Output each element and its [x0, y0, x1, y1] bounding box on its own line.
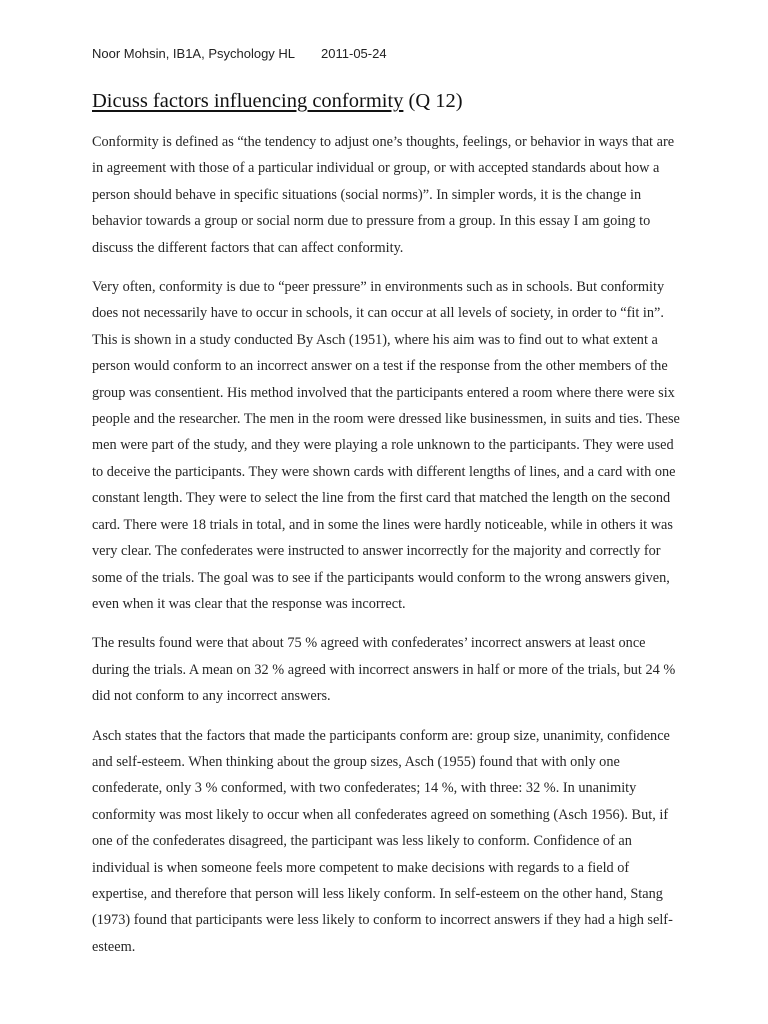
paragraph-4: Asch states that the factors that made the participants conform are: group size, unanimity, confidence and self-esteem. When thinking about the group sizes, Asch (1955) found that with only one confederate, only 3 % conformed, with two confederates; 14 %, with three: 32 %. In unanimity conformity was most likely to occur when all confederates agreed on something (Asch 1956). But, if one of the confederates disagreed, the participant was less likely to conform. Confidence of an individual is when someone feels more competent to make decisions with regards to a field of expertise, and therefore that person will less likely conform. In self-esteem on the other hand, Stang (1973) found that participants were less likely to conform to incorrect answers if they had a high self-esteem.: [92, 727, 673, 955]
paragraph-3: The results found were that about 75 % agreed with confederates’ incorrect answers at least once during the trials. A mean on 32 % agreed with incorrect answers in half or more of the trials, but 24 % did not conform to any incorrect answers.: [92, 635, 676, 705]
paragraph-2: Very often, conformity is due to “peer pressure” in environments such as in schools. But conformity does not necessarily have to occur in schools, it can occur at all levels of society, in order to “fit in”. This is shown in a study conducted By Asch (1951), where his aim was to find out to what extent a person would conform to an incorrect answer on a test if the response from the other members of the group was consentient. His method involved that the participants entered a room where there were six people and the researcher. The men in the room were dressed like businessmen, in suits and ties. These men were part of the study, and they were playing a role unknown to the participants. They were used to deceive the participants. They were shown cards with different lengths of lines, and a card with one constant length. They were to select the line from the first card that matched the length on the second card. There were 18 trials in total, and in some the lines were hardly noticeable, while in others it was very clear. The confederates were instructed to answer incorrectly for the majority and correctly for some of the trials. The goal was to see if the participants would conform to the wrong answers given, even when it was clear that the response was incorrect.: [92, 279, 680, 612]
paragraph-1: Conformity is defined as “the tendency to adjust one’s thoughts, feelings, or behavior in ways that are in agreement with those of a particular individual or group, or with accepted standards about how a person should behave in specific situations (social norms)”. In simpler words, it is the change in behavior towards a group or social norm due to pressure from a group. In this essay I am going to discuss the different factors that can affect conformity.: [92, 134, 675, 256]
essay-title-question: (Q 12): [403, 90, 463, 112]
essay-title-main: Dicuss factors influencing conformity: [92, 90, 404, 112]
author-line: Noor Mohsin, IB1A, Psychology HL: [92, 46, 296, 61]
document-header: [92, 46, 387, 61]
header-date: 2011-05-24: [321, 46, 387, 61]
essay-title: [92, 90, 463, 113]
essay-body: [92, 129, 684, 973]
